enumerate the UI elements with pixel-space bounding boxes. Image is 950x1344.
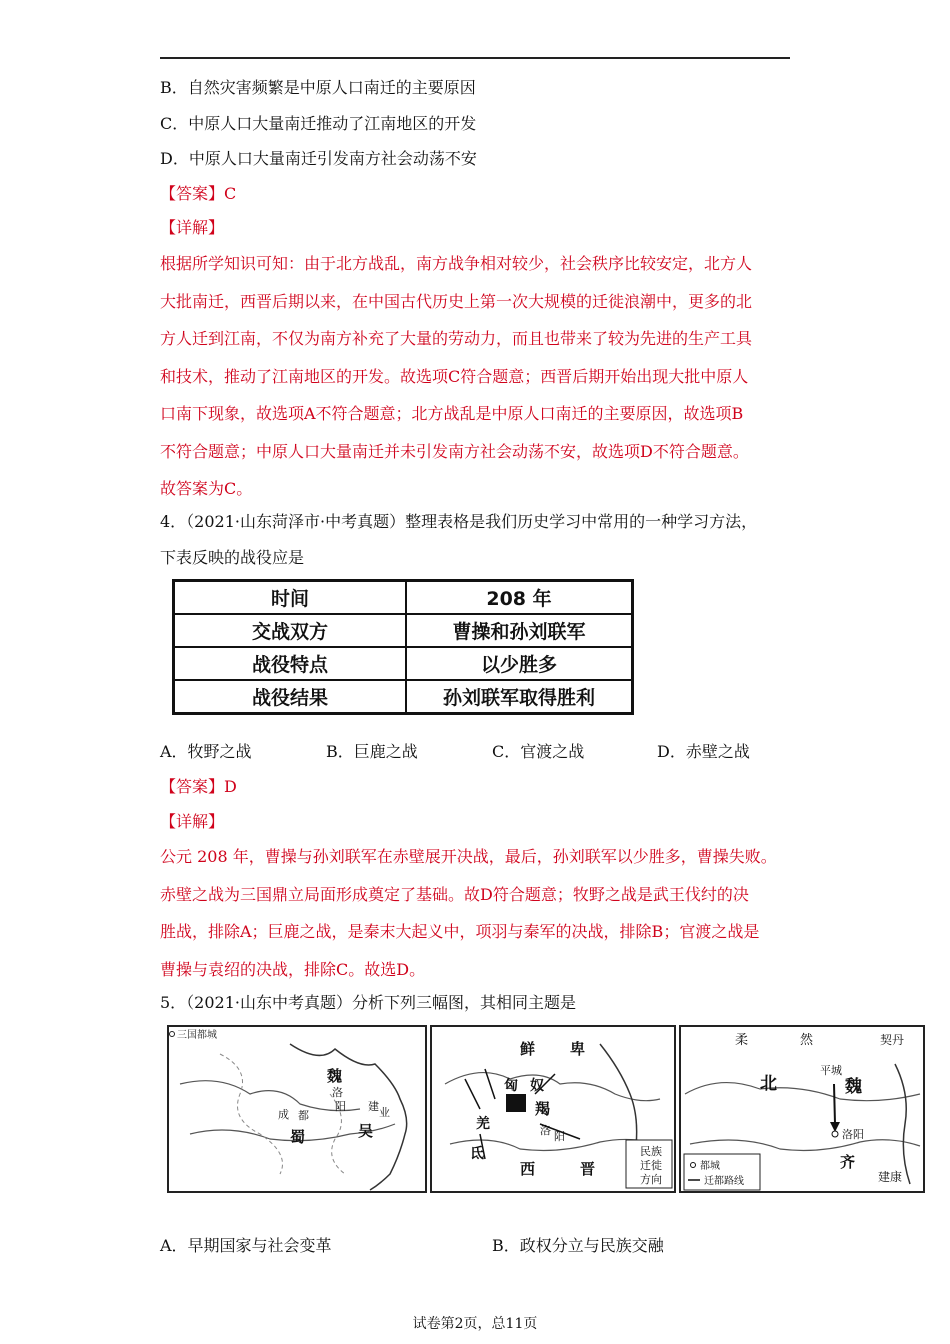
q3-answer xyxy=(160,184,236,204)
q4-option-a: A．牧野之战 xyxy=(160,742,252,761)
map3-label: 魏 xyxy=(845,1077,862,1097)
map2-legend: 民族 xyxy=(640,1145,662,1158)
explanation-line: 不符合题意；中原人口大量南迁并未引发南方社会动荡不安，故选项D不符合题意。 xyxy=(160,441,749,461)
explanation-line: 赤壁之战为三国鼎立局面形成奠定了基础。故D符合题意；牧野之战是武王伐纣的决 xyxy=(160,884,749,904)
answer-label: 【答案】 xyxy=(160,184,225,203)
q4-stem-line2: 下表反映的战役应是 xyxy=(160,548,305,567)
q3-option-c: C．中原人口大量南迁推动了江南地区的开发 xyxy=(160,114,477,133)
table-cell: 时间 xyxy=(174,581,407,615)
explanation-line: 口南下现象，故选项A不符合题意；北方战乱是中原人口南迁的主要原因，故选项B xyxy=(160,404,744,423)
three-maps xyxy=(160,1024,928,1196)
q3-option-b: B．自然灾害频繁是中原人口南迁的主要原因 xyxy=(160,78,476,97)
q5-option-b: B．政权分立与民族交融 xyxy=(492,1236,664,1255)
map2-label: 羌 xyxy=(476,1116,490,1132)
explanation-line: 曹操与袁绍的决战，排除C。故选D。 xyxy=(160,959,426,979)
map2-label: 晋 xyxy=(580,1160,596,1178)
map2-label: 匈 xyxy=(504,1078,518,1094)
table-cell: 战役特点 xyxy=(174,647,407,680)
answer-label: 【答案】 xyxy=(160,777,225,796)
map-northern-wei xyxy=(680,1026,924,1192)
q4-option-b: B．巨鹿之战 xyxy=(326,742,418,761)
table-row xyxy=(174,581,633,615)
header-rule xyxy=(160,57,790,59)
explanation-line: 和技术，推动了江南地区的开发。故选项C符合题意；西晋后期开始出现大批中原人 xyxy=(160,366,749,386)
map2-label: 洛 xyxy=(540,1124,551,1137)
table-row xyxy=(174,680,633,714)
map1-label: 业 xyxy=(379,1106,390,1119)
map1-label: 阳 xyxy=(335,1100,346,1113)
q5-stem: 5．（2021·山东中考真题）分析下列三幅图，其相同主题是 xyxy=(160,993,576,1012)
table-cell: 208 年 xyxy=(406,581,633,615)
q4-explanation xyxy=(160,838,810,988)
map1-label: 成 xyxy=(278,1108,289,1121)
map3-legend: 迁都路线 xyxy=(704,1176,744,1187)
map2-label: 羯 xyxy=(535,1100,551,1118)
map2-legend: 迁徙 xyxy=(640,1159,662,1172)
explanation-line: 公元 208 年，曹操与孙刘联军在赤壁展开决战，最后，孙刘联军以少胜多，曹操失败。 xyxy=(160,847,777,866)
map1-label: 蜀 xyxy=(290,1128,306,1146)
map2-label: 阳 xyxy=(554,1130,565,1143)
explanation-line: 胜战，排除A；巨鹿之战，是秦末大起义中，项羽与秦军的决战，排除B；官渡之战是 xyxy=(160,922,760,941)
explanation-line: 方人迁到江南，不仅为南方补充了大量的劳动力，而且也带来了较为先进的生产工具 xyxy=(160,329,753,348)
q3-option-d: D．中原人口大量南迁引发南方社会动荡不安 xyxy=(160,149,477,168)
table-cell: 以少胜多 xyxy=(406,647,633,680)
table-row xyxy=(174,647,633,680)
answer-value: C xyxy=(224,184,237,203)
table-cell: 交战双方 xyxy=(174,614,407,647)
battle-table xyxy=(172,579,634,715)
q3-explanation xyxy=(160,245,810,508)
table-cell: 曹操和孙刘联军 xyxy=(406,614,633,647)
map2-label: 氐 xyxy=(470,1146,484,1162)
table-cell: 孙刘联军取得胜利 xyxy=(406,680,633,714)
q5-option-a: A．早期国家与社会变革 xyxy=(160,1236,332,1255)
map3-label: 齐 xyxy=(840,1153,856,1171)
map1-legend: 三国都城 xyxy=(177,1030,217,1041)
map3-label: 柔 xyxy=(735,1033,749,1048)
map-three-kingdoms xyxy=(168,1026,426,1192)
q4-option-d: D．赤壁之战 xyxy=(657,742,750,761)
map3-legend: 都城 xyxy=(700,1161,720,1172)
page-footer: 试卷第2页，总11页 xyxy=(412,1316,538,1332)
answer-value: D xyxy=(224,777,237,796)
map3-label: 洛阳 xyxy=(842,1128,864,1141)
map2-legend: 方向 xyxy=(640,1173,662,1186)
map3-label: 建康 xyxy=(878,1170,903,1184)
map2-label: 卑 xyxy=(570,1040,586,1058)
map3-label: 北 xyxy=(760,1074,777,1094)
map1-label: 都 xyxy=(298,1109,309,1122)
explanation-line: 大批南迁，西晋后期以来，在中国古代历史上第一次大规模的迁徙浪潮中，更多的北 xyxy=(160,291,753,311)
q4-answer xyxy=(160,777,237,797)
map3-label: 契丹 xyxy=(880,1033,905,1047)
table-cell: 战役结果 xyxy=(174,680,407,714)
explanation-line: 根据所学知识可知：由于北方战乱，南方战争相对较少，社会秩序比较安定，北方人 xyxy=(160,254,753,273)
map3-label: 然 xyxy=(800,1033,814,1048)
map1-label: 吴 xyxy=(358,1122,374,1140)
map2-label: 奴 xyxy=(530,1078,544,1094)
q4-detail-label: 【详解】 xyxy=(160,812,225,831)
table-row xyxy=(174,614,633,647)
map3-label: 平城 xyxy=(820,1064,842,1077)
map2-label: 鲜 xyxy=(520,1040,536,1058)
q4-stem-line1: 4．（2021·山东菏泽市·中考真题）整理表格是我们历史学习中常用的一种学习方法， xyxy=(160,512,758,531)
q4-option-c: C．官渡之战 xyxy=(492,742,585,761)
map1-label: 魏 xyxy=(327,1067,343,1085)
map1-label: 洛 xyxy=(332,1086,343,1099)
map-ethnic-migration xyxy=(431,1026,675,1192)
explanation-line: 故答案为C。 xyxy=(160,479,253,498)
map1-label: 建 xyxy=(368,1100,379,1113)
q3-detail-label: 【详解】 xyxy=(160,218,225,237)
map2-label: 西 xyxy=(520,1160,536,1178)
